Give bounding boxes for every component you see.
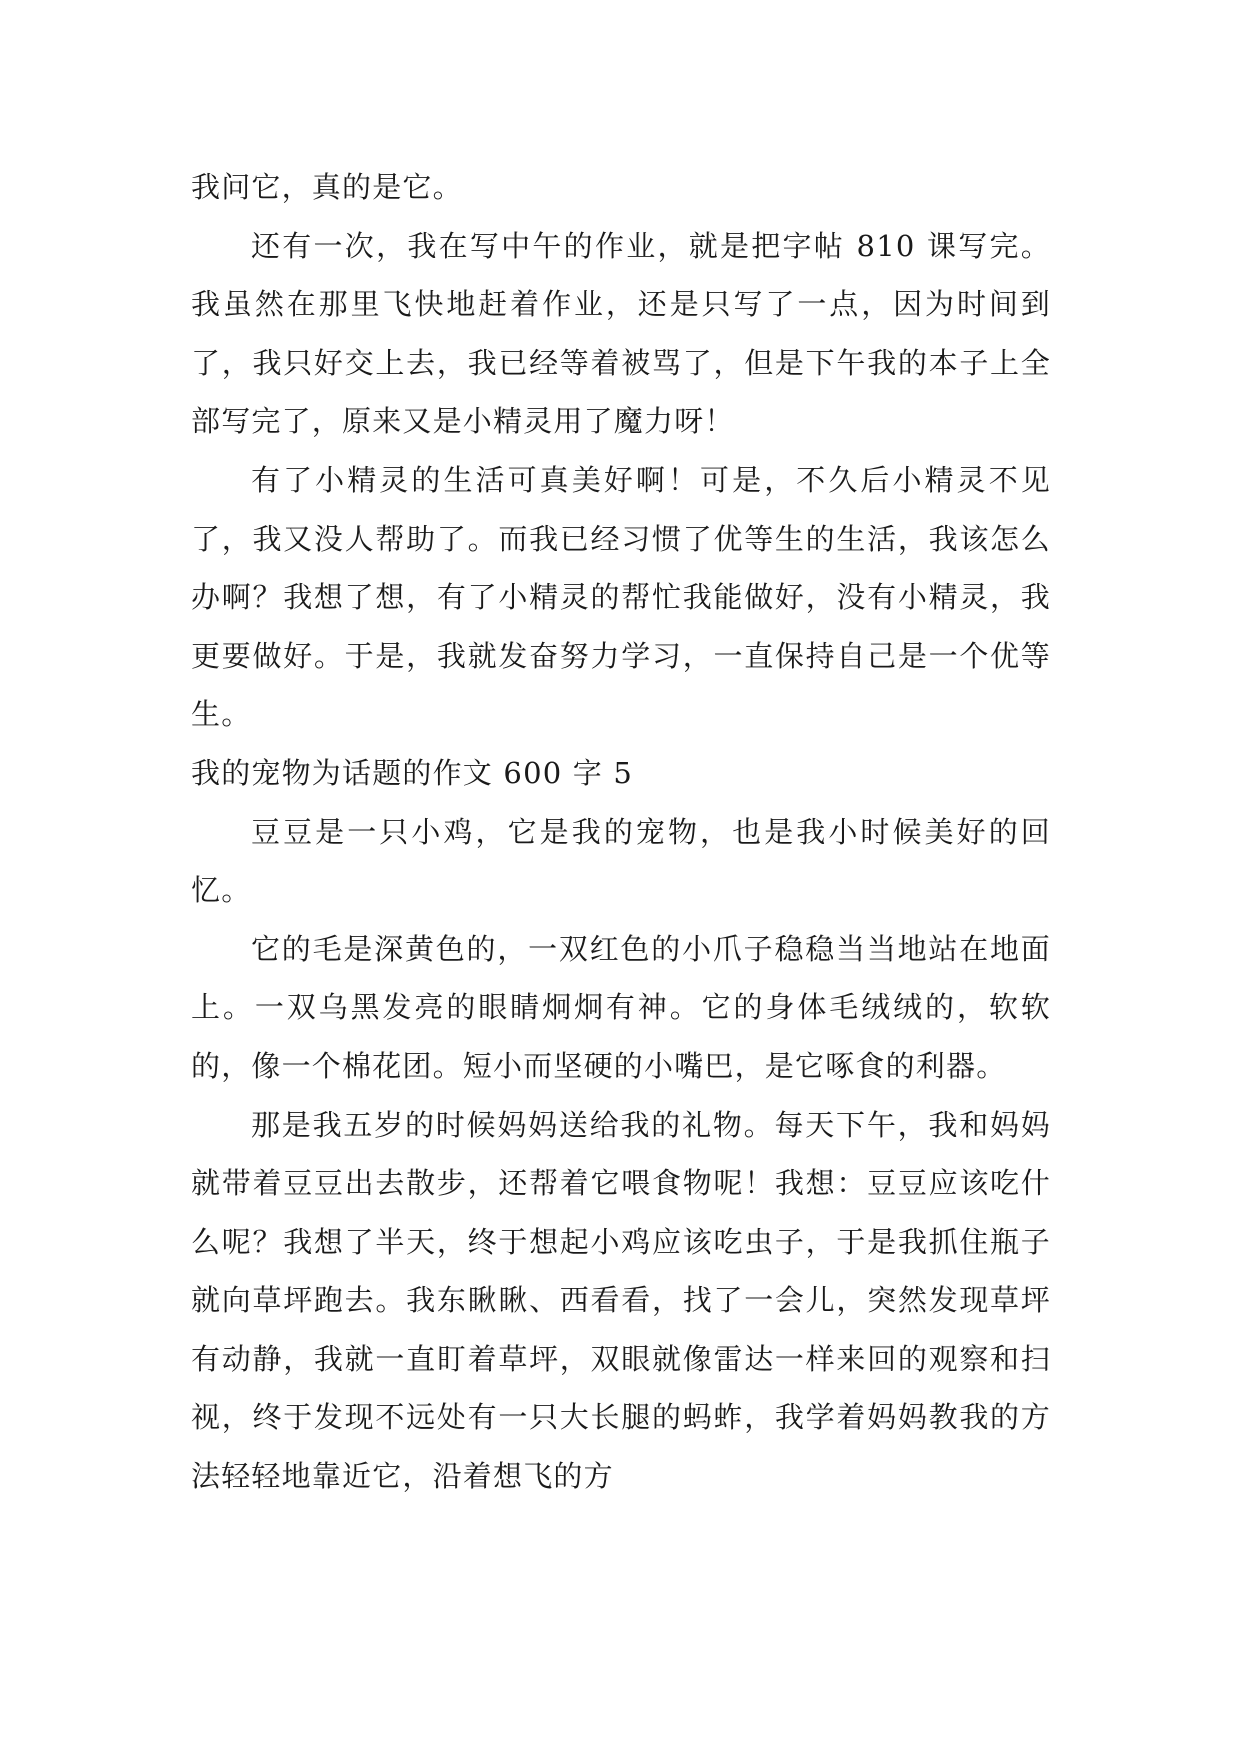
document-body <box>191 158 1051 1506</box>
paragraph-1: 我问它，真的是它。 <box>191 170 463 204</box>
paragraph-3: 有了小精灵的生活可真美好啊！可是，不久后小精灵不见了，我又没人帮助了。而我已经习惯了优等生的生活，我该怎么办啊？我想了想，有了小精灵的帮忙我能做好，没有小精灵，我更要做好。于是，我就发奋努力学习，一直保持自己是一个优等生。 <box>191 462 1051 732</box>
section-heading: 我的宠物为话题的作文 600 字 5 <box>191 755 634 790</box>
paragraph-4: 豆豆是一只小鸡，它是我的宠物，也是我小时候美好的回忆。 <box>191 814 1051 908</box>
paragraph-5: 它的毛是深黄色的，一双红色的小爪子稳稳当当地站在地面上。一双乌黑发亮的眼睛炯炯有神。它的身体毛绒绒的，软软的，像一个棉花团。短小而坚硬的小嘴巴，是它啄食的利器。 <box>191 931 1051 1083</box>
paragraph-6: 那是我五岁的时候妈妈送给我的礼物。每天下午，我和妈妈就带着豆豆出去散步，还帮着它喂食物呢！我想：豆豆应该吃什么呢？我想了半天，终于想起小鸡应该吃虫子，于是我抓住瓶子就向草坪跑去。我东瞅瞅、西看看，找了一会儿，突然发现草坪有动静，我就一直盯着草坪，双眼就像雷达一样来回的观察和扫视，终于发现不远处有一只大长腿的蚂蚱，我学着妈妈教我的方法轻轻地靠近它，沿着想飞的方 <box>191 1107 1051 1494</box>
paragraph-2: 还有一次，我在写中午的作业，就是把字帖 810 课写完。我虽然在那里飞快地赶着作业，还是只写了一点，因为时间到了，我只好交上去，我已经等着被骂了，但是下午我的本子上全部写完了，原来又是小精灵用了魔力呀！ <box>191 228 1051 439</box>
